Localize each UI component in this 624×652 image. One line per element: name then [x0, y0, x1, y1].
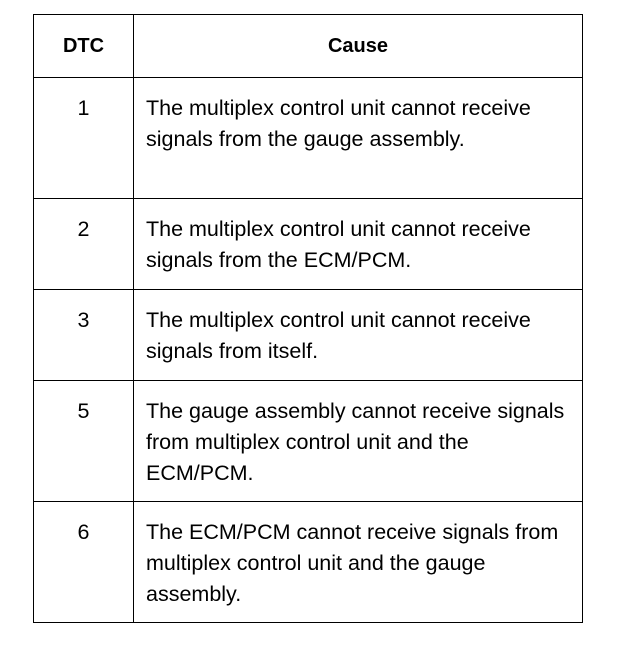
- column-header-dtc: DTC: [34, 15, 134, 78]
- dtc-cause: The multiplex control unit cannot receive signals from itself.: [134, 290, 583, 381]
- dtc-code: 5: [34, 381, 134, 502]
- dtc-code: 3: [34, 290, 134, 381]
- dtc-cause: The ECM/PCM cannot receive signals from multiplex control unit and the gauge assembly.: [134, 502, 583, 623]
- table-row: [34, 290, 583, 381]
- table-row: [34, 381, 583, 502]
- dtc-code: 1: [34, 78, 134, 199]
- dtc-cause: The multiplex control unit cannot receive signals from the ECM/PCM.: [134, 199, 583, 290]
- dtc-code: 2: [34, 199, 134, 290]
- column-header-cause: Cause: [134, 15, 583, 78]
- dtc-cause-table: [33, 14, 583, 623]
- table-row: [34, 199, 583, 290]
- dtc-code: 6: [34, 502, 134, 623]
- table-header-row: [34, 15, 583, 78]
- table-row: [34, 78, 583, 199]
- dtc-cause: The gauge assembly cannot receive signals from multiplex control unit and the ECM/PCM.: [134, 381, 583, 502]
- table-row: [34, 502, 583, 623]
- dtc-cause: The multiplex control unit cannot receive signals from the gauge assembly.: [134, 78, 583, 199]
